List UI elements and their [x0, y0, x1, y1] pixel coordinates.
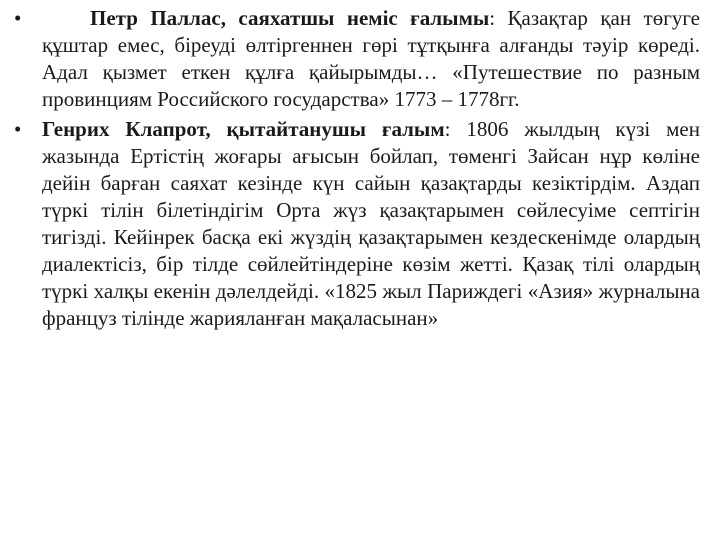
- pallas-paragraph: [42, 5, 700, 113]
- klaproth-heading: Генрих Клапрот, қытайтанушы ғалым: [42, 117, 445, 141]
- bullet-list: [8, 5, 700, 335]
- klaproth-text: : 1806 жылдың күзі мен жазында Ертістің жоғары ағысын бойлап, төменгі Зайсан нұр көліне дейін барған саяхат кезінде күн сайын қазақтарды кезіктірдім. Аздап түркі тілін білетіндігім Орта жүз қазақтарымен сөйлесуіме септігін тигізді. Кейінрек басқа екі жүздің қазақтарымен кездескенімде олардың диалектісіз, бір тілде сөйлейтіндеріне көзім жетті. Қазақ тілі олардың түркі халқы екенін дәлелдейді. «1825 жыл Париждегі «Азия» журналына француз тілінде жарияланған мақаласынан»: [42, 117, 700, 330]
- bullet-item-pallas: [8, 5, 700, 113]
- pallas-text: : Қазақтар қан төгуге құштар емес, біреуді өлтіргеннен гөрі тұтқынға алғанды тәуір көреді. Адал қызмет еткен құлға қайырымды… «Путешествие по разным провинциям Российского государства» 1773 – 1778гг.: [42, 6, 700, 111]
- bullet-icon: •: [14, 117, 22, 141]
- bullet-item-klaproth: [8, 116, 700, 332]
- klaproth-paragraph: [42, 116, 700, 332]
- bullet-icon: •: [14, 6, 22, 30]
- pallas-heading: Петр Паллас, саяхатшы неміс ғалымы: [90, 6, 490, 30]
